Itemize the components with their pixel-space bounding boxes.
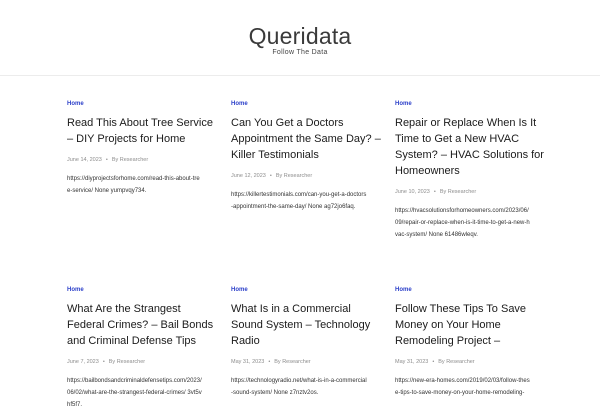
post-excerpt: https://new-era-homes.com/2019/02/03/follow-these-tips-to-save-money-on-your-home-remodeling- xyxy=(395,378,530,396)
post-title-link[interactable]: Follow These Tips To Save Money on Your Home Remodeling Project – xyxy=(395,303,527,347)
post-card xyxy=(231,100,381,213)
post-title-link[interactable]: Can You Get a Doctors Appointment the Same Day? – Killer Testimonials xyxy=(231,117,381,161)
post-title-link[interactable]: Repair or Replace When Is It Time to Get a New HVAC System? – HVAC Solutions for Homeowners xyxy=(395,117,544,177)
site-tagline: Follow The Data xyxy=(272,49,328,56)
post-meta xyxy=(395,359,545,366)
post-category-link[interactable]: Home xyxy=(395,287,412,293)
post-meta xyxy=(67,359,217,366)
meta-separator: • xyxy=(105,157,108,163)
post-date[interactable]: June 12, 2023 xyxy=(231,173,266,179)
post-card xyxy=(395,100,545,241)
post-author[interactable]: By Researcher xyxy=(275,173,313,179)
post-meta xyxy=(231,173,381,180)
post-title-link[interactable]: Read This About Tree Service – DIY Projects for Home xyxy=(67,117,213,145)
site-title[interactable]: Queridata xyxy=(248,23,352,49)
post-category-link[interactable]: Home xyxy=(231,101,248,107)
post-meta xyxy=(395,189,545,196)
post-date[interactable]: June 7, 2023 xyxy=(67,359,99,365)
meta-separator: • xyxy=(102,359,105,365)
post-meta xyxy=(67,157,217,164)
post-category-link[interactable]: Home xyxy=(395,101,412,107)
post-category-link[interactable]: Home xyxy=(67,101,84,107)
post-excerpt: https://hvacsolutionsforhomeowners.com/2023/06/09/repair-or-replace-when-is-it-time-to-get-a-new-hvac-system/ None 61486wleqv. xyxy=(395,208,530,238)
post-excerpt: https://technologyradio.net/what-is-in-a-commercial-sound-system/ None z7nztv2os. xyxy=(231,378,367,396)
post-meta xyxy=(231,359,381,366)
post-excerpt: https://diyprojectsforhome.com/read-this-about-tree-service/ None yumpvqy734. xyxy=(67,176,200,194)
post-date[interactable]: June 10, 2023 xyxy=(395,189,430,195)
post-date[interactable]: May 31, 2023 xyxy=(395,359,429,365)
post-author[interactable]: By Researcher xyxy=(274,359,311,365)
post-excerpt: https://bailbondsandcriminaldefensetips.com/2023/06/02/what-are-the-strangest-federal-crimes/ 3vt5vhf5f7. xyxy=(67,378,202,408)
post-category-link[interactable]: Home xyxy=(67,287,84,293)
post-category-link[interactable]: Home xyxy=(231,287,248,293)
post-date[interactable]: May 31, 2023 xyxy=(231,359,265,365)
post-card xyxy=(67,286,217,411)
post-author[interactable]: By Researcher xyxy=(438,359,475,365)
post-title-link[interactable]: What Is in a Commercial Sound System – Technology Radio xyxy=(231,303,371,347)
post-author[interactable]: By Researcher xyxy=(108,359,146,365)
post-excerpt: https://killertestimonials.com/can-you-get-a-doctors-appointment-the-same-day/ None ag72jo6faq. xyxy=(231,192,367,210)
post-card xyxy=(231,286,381,399)
meta-separator: • xyxy=(433,189,436,195)
post-card xyxy=(67,100,217,197)
post-card xyxy=(395,286,545,399)
post-author[interactable]: By Researcher xyxy=(439,189,477,195)
post-date[interactable]: June 14, 2023 xyxy=(67,157,102,163)
post-title-link[interactable]: What Are the Strangest Federal Crimes? – Bail Bonds and Criminal Defense Tips xyxy=(67,303,214,347)
meta-separator: • xyxy=(432,359,435,365)
meta-separator: • xyxy=(268,359,271,365)
post-author[interactable]: By Researcher xyxy=(111,157,149,163)
meta-separator: • xyxy=(269,173,272,179)
